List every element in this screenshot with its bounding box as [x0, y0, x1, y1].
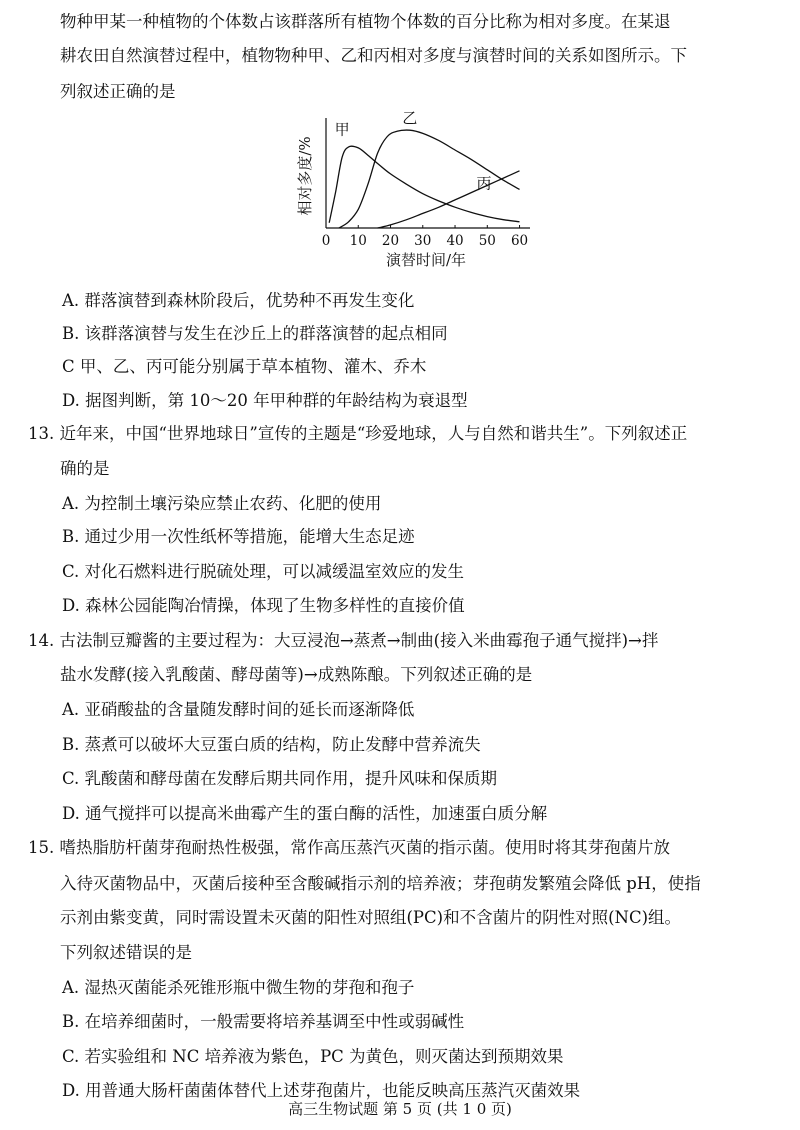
- q12-option-b: B. 该群落演替与发生在沙丘上的群落演替的起点相同: [62, 324, 448, 343]
- q14-stem-2: 盐水发酵(接入乳酸菌、酵母菌等)→成熟陈酿。下列叙述正确的是: [60, 665, 533, 684]
- q14-option-b: B. 蒸煮可以破坏大豆蛋白质的结构，防止发酵中营养流失: [62, 735, 481, 754]
- q13-stem-2: 确的是: [60, 459, 110, 478]
- intro-line-1: 物种甲某一种植物的个体数占该群落所有植物个体数的百分比称为相对多度。在某退: [60, 12, 671, 31]
- succession-chart: [290, 110, 550, 280]
- series-label-1: 甲: [334, 120, 350, 139]
- q12-option-a: A. 群落演替到森林阶段后，优势种不再发生变化: [62, 291, 415, 310]
- x-tick-label: 60: [510, 233, 529, 249]
- q15-option-b: B. 在培养细菌时，一般需要将培养基调至中性或弱碱性: [62, 1012, 465, 1031]
- x-tick-label: 10: [349, 233, 367, 249]
- q15-option-d: D. 用普通大肠杆菌菌体替代上述芽孢菌片，也能反映高压蒸汽灭菌效果: [62, 1081, 581, 1100]
- q14-option-c: C. 乳酸菌和酵母菌在发酵后期共同作用，提升风味和保质期: [62, 769, 498, 788]
- q15-stem-1: 15. 嗜热脂肪杆菌芽孢耐热性极强，常作高压蒸汽灭菌的指示菌。使用时将其芽孢菌片放: [28, 838, 670, 857]
- q15-option-c: C. 若实验组和 NC 培养液为紫色，PC 为黄色，则灭菌达到预期效果: [62, 1047, 564, 1066]
- q15-stem-2: 入待灭菌物品中，灭菌后接种至含酸碱指示剂的培养液；芽孢萌发繁殖会降低 pH，使指: [60, 874, 701, 893]
- series-line-2: [339, 130, 520, 228]
- q12-option-c: C 甲、乙、丙可能分别属于草本植物、灌木、乔木: [62, 357, 427, 376]
- q14-option-a: A. 亚硝酸盐的含量随发酵时间的延长而逐渐降低: [62, 700, 415, 719]
- q14-option-d: D. 通气搅拌可以提高米曲霉产生的蛋白酶的活性，加速蛋白质分解: [62, 804, 548, 823]
- q13-option-b: B. 通过少用一次性纸杯等措施，能增大生态足迹: [62, 527, 415, 546]
- q15-stem-3: 示剂由紫变黄，同时需设置未灭菌的阳性对照组(PC)和不含菌片的阴性对照(NC)组。: [60, 908, 682, 927]
- q13-stem-1: 13. 近年来，中国“世界地球日”宣传的主题是“珍爱地球，人与自然和谐共生”。下列叙述正: [28, 424, 688, 443]
- intro-line-2: 耕农田自然演替过程中，植物物种甲、乙和丙相对多度与演替时间的关系如图所示。下: [60, 46, 687, 65]
- q15-stem-4: 下列叙述错误的是: [60, 943, 192, 962]
- y-axis-label: 相对多度/%: [296, 136, 314, 216]
- page-footer: 高三生物试题 第 5 页 (共 1 0 页): [288, 1100, 512, 1118]
- x-tick-label: 0: [321, 233, 331, 249]
- q13-option-d: D. 森林公园能陶冶情操，体现了生物多样性的直接价值: [62, 596, 465, 615]
- x-axis-label: 演替时间/年: [385, 251, 467, 269]
- q14-stem-1: 14. 古法制豆瓣酱的主要过程为：大豆浸泡→蒸煮→制曲(接入米曲霉孢子通气搅拌)→拌: [28, 631, 659, 650]
- q12-option-d: D. 据图判断，第 10～20 年甲种群的年龄结构为衰退型: [62, 391, 468, 410]
- series-label-3: 丙: [476, 174, 492, 193]
- q13-option-a: A. 为控制土壤污染应禁止农药、化肥的使用: [62, 494, 382, 513]
- series-label-2: 乙: [402, 110, 418, 127]
- q13-option-c: C. 对化石燃料进行脱硫处理，可以减缓温室效应的发生: [62, 562, 465, 581]
- intro-line-3: 列叙述正确的是: [60, 82, 176, 101]
- x-tick-label: 20: [381, 233, 400, 249]
- x-tick-label: 40: [446, 233, 464, 249]
- x-tick-label: 50: [478, 233, 496, 249]
- q15-option-a: A. 湿热灭菌能杀死锥形瓶中微生物的芽孢和孢子: [62, 978, 415, 997]
- x-tick-label: 30: [414, 233, 432, 249]
